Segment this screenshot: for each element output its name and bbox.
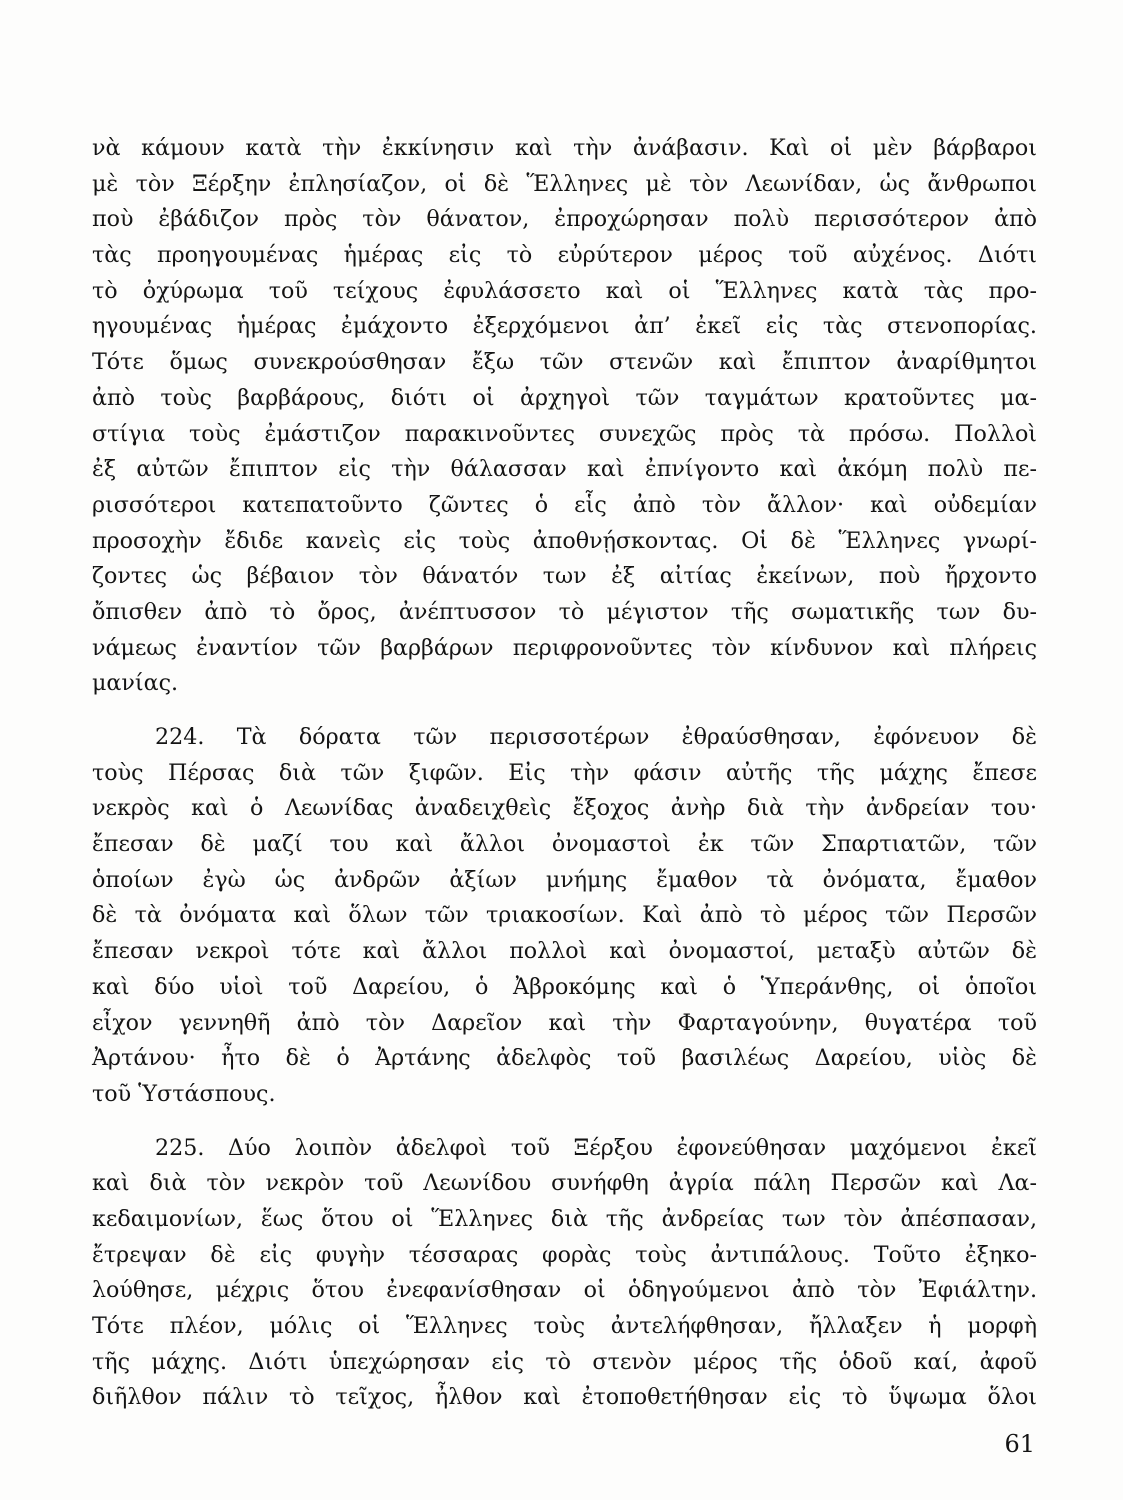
text-line: ἔτρεψαν δὲ εἰς φυγὴν τέσσαρας φορὰς τοὺς ἀντιπάλους. Τοῦτο ἐξηκο- [92, 1241, 1037, 1268]
text-line: νάμεως ἐναντίον τῶν βαρβάρων περιφρονοῦντες τὸν κίνδυνον καὶ πλήρεις [92, 634, 1037, 661]
text-line: καὶ δύο υἱοὶ τοῦ Δαρείου, ὁ Ἀβροκόμης καὶ ὁ Ὑπεράνθης, οἱ ὁποῖοι [92, 973, 1037, 1000]
page-number: 61 [1004, 1430, 1035, 1458]
text-line: ρισσότεροι κατεπατοῦντο ζῶντες ὁ εἷς ἀπὸ τὸν ἄλλον· καὶ οὐδεμίαν [92, 491, 1037, 518]
text-line: τοῦ Ὑστάσπους. [92, 1080, 276, 1107]
text-line: λούθησε, μέχρις ὅτου ἐνεφανίσθησαν οἱ ὁδηγούμενοι ἀπὸ τὸν Ἐφιάλτην. [92, 1277, 1037, 1304]
text-line: Τότε ὅμως συνεκρούσθησαν ἔξω τῶν στενῶν καὶ ἔπιπτον ἀναρίθμητοι [92, 349, 1037, 376]
text-line: νεκρὸς καὶ ὁ Λεωνίδας ἀναδειχθεὶς ἔξοχος ἀνὴρ διὰ τὴν ἀνδρείαν του· [92, 795, 1037, 822]
paragraph-224-first-line: 224. Τὰ δόρατα τῶν περισσοτέρων ἐθραύσθησαν, ἐφόνευον δὲ [155, 724, 1037, 750]
text-line: ὄπισθεν ἀπὸ τὸ ὄρος, ἀνέπτυσσον τὸ μέγιστον τῆς σωματικῆς των δυ- [92, 598, 1037, 625]
text-line: τὰς προηγουμένας ἡμέρας εἰς τὸ εὐρύτερον μέρος τοῦ αὐχένος. Διότι [92, 242, 1037, 269]
text-line: καὶ διὰ τὸν νεκρὸν τοῦ Λεωνίδου συνήφθη ἀγρία πάλη Περσῶν καὶ Λα- [92, 1170, 1037, 1197]
text-line: μανίας. [92, 670, 179, 697]
text-line: τοὺς Πέρσας διὰ τῶν ξιφῶν. Εἰς τὴν φάσιν αὐτῆς τῆς μάχης ἔπεσε [92, 759, 1037, 786]
text-line: ὁποίων ἐγὼ ὡς ἀνδρῶν ἀξίων μνήμης ἔμαθον τὰ ὀνόματα, ἔμαθον [92, 866, 1037, 893]
paragraph-225-first-line: 225. Δύο λοιπὸν ἀδελφοὶ τοῦ Ξέρξου ἐφονεύθησαν μαχόμενοι ἐκεῖ [155, 1134, 1037, 1161]
text-line: προσοχὴν ἔδιδε κανεὶς εἰς τοὺς ἀποθνῄσκοντας. Οἱ δὲ Ἕλληνες γνωρί- [92, 527, 1037, 554]
text-line: μὲ τὸν Ξέρξην ἐπλησίαζον, οἱ δὲ Ἕλληνες μὲ τὸν Λεωνίδαν, ὡς ἄνθρωποι [92, 170, 1037, 197]
text-line: διῆλθον πάλιν τὸ τεῖχος, ἦλθον καὶ ἐτοποθετήθησαν εἰς τὸ ὕψωμα ὅλοι [92, 1384, 1037, 1411]
text-line: νὰ κάμουν κατὰ τὴν ἐκκίνησιν καὶ τὴν ἀνάβασιν. Καὶ οἱ μὲν βάρβαροι [92, 135, 1037, 161]
text-line: ἔπεσαν νεκροὶ τότε καὶ ἄλλοι πολλοὶ καὶ ὀνομαστοί, μεταξὺ αὐτῶν δὲ [92, 938, 1037, 965]
text-line: Τότε πλέον, μόλις οἱ Ἕλληνες τοὺς ἀντελήφθησαν, ἤλλαξεν ἡ μορφὴ [92, 1313, 1037, 1339]
text-line: τὸ ὀχύρωμα τοῦ τείχους ἐφυλάσσετο καὶ οἱ Ἕλληνες κατὰ τὰς προ- [92, 277, 1037, 304]
text-line: Ἀρτάνου· ἦτο δὲ ὁ Ἀρτάνης ἀδελφὸς τοῦ βασιλέως Δαρείου, υἱὸς δὲ [92, 1045, 1037, 1072]
paragraph-gap [92, 1113, 1037, 1131]
text-line: ἐξ αὐτῶν ἔπιπτον εἰς τὴν θάλασσαν καὶ ἐπνίγοντο καὶ ἀκόμη πολὺ πε- [92, 456, 1037, 483]
text-line: ηγουμένας ἡμέρας ἐμάχοντο ἐξερχόμενοι ἀπ’ ἐκεῖ εἰς τὰς στενοπορίας. [92, 313, 1037, 340]
text-line: ζοντες ὡς βέβαιον τὸν θάνατόν των ἐξ αἰτίας ἐκείνων, ποὺ ἤρχοντο [92, 563, 1037, 590]
paragraph-gap [92, 702, 1037, 720]
text-line: τῆς μάχης. Διότι ὑπεχώρησαν εἰς τὸ στενὸν μέρος τῆς ὁδοῦ καί, ἀφοῦ [92, 1348, 1037, 1375]
text-line: ποὺ ἐβάδιζον πρὸς τὸν θάνατον, ἐπροχώρησαν πολὺ περισσότερον ἀπὸ [92, 206, 1037, 233]
text-line: δὲ τὰ ὀνόματα καὶ ὅλων τῶν τριακοσίων. Καὶ ἀπὸ τὸ μέρος τῶν Περσῶν [92, 902, 1037, 929]
text-line: κεδαιμονίων, ἕως ὅτου οἱ Ἕλληνες διὰ τῆς ἀνδρείας των τὸν ἀπέσπασαν, [92, 1205, 1037, 1232]
text-line: ἔπεσαν δὲ μαζί του καὶ ἄλλοι ὀνομαστοὶ ἐκ τῶν Σπαρτιατῶν, τῶν [92, 831, 1037, 858]
text-line: ἀπὸ τοὺς βαρβάρους, διότι οἱ ἀρχηγοὶ τῶν ταγμάτων κρατοῦντες μα- [92, 384, 1037, 411]
text-line: στίγια τοὺς ἐμάστιζον παρακινοῦντες συνεχῶς πρὸς τὰ πρόσω. Πολλοὶ [92, 420, 1037, 447]
body-text [92, 131, 1037, 1416]
text-line: εἶχον γεννηθῆ ἀπὸ τὸν Δαρεῖον καὶ τὴν Φαρταγούνην, θυγατέρα τοῦ [92, 1009, 1037, 1036]
